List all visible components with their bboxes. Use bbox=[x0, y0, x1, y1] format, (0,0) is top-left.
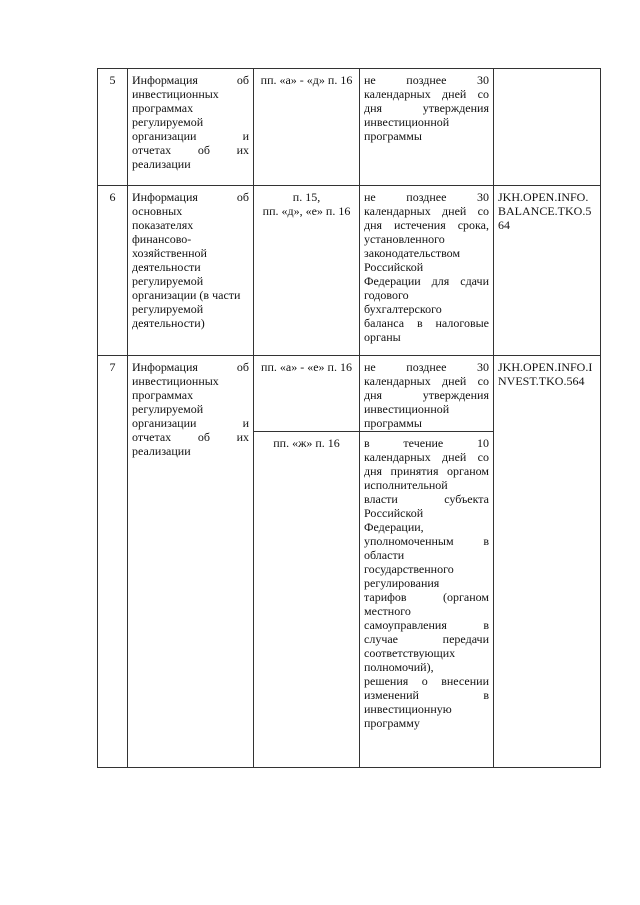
deadline-line: Российской bbox=[364, 260, 424, 274]
deadline-line: случае передачи bbox=[364, 632, 489, 646]
code-cell: JKH.OPEN.INFO.BALANCE.TKO.564 bbox=[494, 186, 601, 356]
table-row bbox=[98, 69, 601, 186]
info-line: Информация об bbox=[132, 190, 249, 204]
reference-line: пп. «д», «е» п. 16 bbox=[262, 204, 351, 218]
deadline-line: дня утверждения bbox=[364, 388, 489, 402]
deadline-line: бухгалтерского bbox=[364, 302, 442, 316]
deadline-line: Российской bbox=[364, 506, 424, 520]
info-line: инвестиционных bbox=[132, 87, 219, 101]
info-cell bbox=[128, 356, 254, 768]
info-line: Информация об bbox=[132, 73, 249, 87]
deadline-cell bbox=[360, 356, 494, 768]
deadline-line: баланса в налоговые bbox=[364, 316, 489, 330]
deadline-line: инвестиционной bbox=[364, 115, 450, 129]
info-line: программах bbox=[132, 101, 194, 115]
info-line: деятельности bbox=[132, 260, 201, 274]
deadline-line: программы bbox=[364, 129, 422, 143]
disclosure-table bbox=[97, 68, 601, 768]
deadline-cell bbox=[360, 186, 494, 356]
deadline-line: местного bbox=[364, 604, 411, 618]
deadline-cell bbox=[360, 69, 494, 186]
code-cell: JKH.OPEN.INFO.INVEST.TKO.564 bbox=[494, 356, 601, 768]
info-cell bbox=[128, 186, 254, 356]
info-line: Информация об bbox=[132, 360, 249, 374]
info-cell bbox=[128, 69, 254, 186]
row-number: 5 bbox=[98, 69, 128, 186]
info-line: реализации bbox=[132, 157, 191, 171]
deadline-line: календарных дней со bbox=[364, 450, 489, 464]
info-line: деятельности) bbox=[132, 316, 205, 330]
reference-line: п. 15, bbox=[292, 190, 321, 204]
deadline-line: годового bbox=[364, 288, 409, 302]
reference-cell bbox=[254, 356, 360, 768]
info-line: реализации bbox=[132, 444, 191, 458]
info-line: программах bbox=[132, 388, 194, 402]
info-line: регулируемой bbox=[132, 115, 204, 129]
deadline-line: инвестиционной bbox=[364, 402, 450, 416]
deadline-line: дня истечения срока, bbox=[364, 218, 489, 232]
info-line: регулируемой bbox=[132, 274, 204, 288]
reference-cell bbox=[254, 186, 360, 356]
deadline-line: дня принятия органом bbox=[364, 464, 489, 478]
info-line: отчетах об их bbox=[132, 430, 249, 444]
deadline-line: установленного bbox=[364, 232, 445, 246]
deadline-line: календарных дней со bbox=[364, 204, 489, 218]
deadline-line: изменений в bbox=[364, 688, 489, 702]
reference-line: пп. «а» - «д» п. 16 bbox=[260, 73, 353, 87]
deadline-line: органы bbox=[364, 330, 401, 344]
deadline-line: решения о внесении bbox=[364, 674, 489, 688]
table-row bbox=[98, 186, 601, 356]
info-line: регулируемой bbox=[132, 302, 204, 316]
row-number: 6 bbox=[98, 186, 128, 356]
deadline-line: Федерации для сдачи bbox=[364, 274, 489, 288]
info-line: инвестиционных bbox=[132, 374, 219, 388]
info-line: организации и bbox=[132, 129, 249, 143]
deadline-line: законодательством bbox=[364, 246, 461, 260]
deadline-line: Федерации, bbox=[364, 520, 424, 534]
deadline-line: календарных дней со bbox=[364, 87, 489, 101]
deadline-line: дня утверждения bbox=[364, 101, 489, 115]
info-line: организации и bbox=[132, 416, 249, 430]
table-row bbox=[98, 356, 601, 768]
info-line: отчетах об их bbox=[132, 143, 249, 157]
deadline-line: не позднее 30 bbox=[364, 360, 489, 374]
info-line: финансово- bbox=[132, 232, 192, 246]
deadline-line: исполнительной bbox=[364, 478, 448, 492]
deadline-line: государственного bbox=[364, 562, 454, 576]
deadline-line: программы bbox=[364, 416, 422, 430]
info-line: регулируемой bbox=[132, 402, 204, 416]
reference-line: пп. «а» - «е» п. 16 bbox=[261, 360, 352, 374]
deadline-line: программу bbox=[364, 716, 420, 730]
deadline-line: власти субъекта bbox=[364, 492, 489, 506]
deadline-line: самоуправления в bbox=[364, 618, 489, 632]
deadline-line: инвестиционную bbox=[364, 702, 452, 716]
deadline-line: в течение 10 bbox=[364, 436, 489, 450]
deadline-line: не позднее 30 bbox=[364, 73, 489, 87]
reference-line: пп. «ж» п. 16 bbox=[273, 436, 340, 450]
info-line: основных bbox=[132, 204, 183, 218]
info-line: показателях bbox=[132, 218, 194, 232]
info-line: организации (в части bbox=[132, 288, 241, 302]
info-line: хозяйственной bbox=[132, 246, 207, 260]
deadline-line: соответствующих bbox=[364, 646, 456, 660]
deadline-line: календарных дней со bbox=[364, 374, 489, 388]
deadline-line: уполномоченным в bbox=[364, 534, 489, 548]
deadline-line: не позднее 30 bbox=[364, 190, 489, 204]
reference-cell bbox=[254, 69, 360, 186]
deadline-line: регулирования bbox=[364, 576, 440, 590]
code-cell bbox=[494, 69, 601, 186]
deadline-line: тарифов (органом bbox=[364, 590, 489, 604]
deadline-line: полномочий), bbox=[364, 660, 434, 674]
deadline-line: области bbox=[364, 548, 405, 562]
row-number: 7 bbox=[98, 356, 128, 768]
